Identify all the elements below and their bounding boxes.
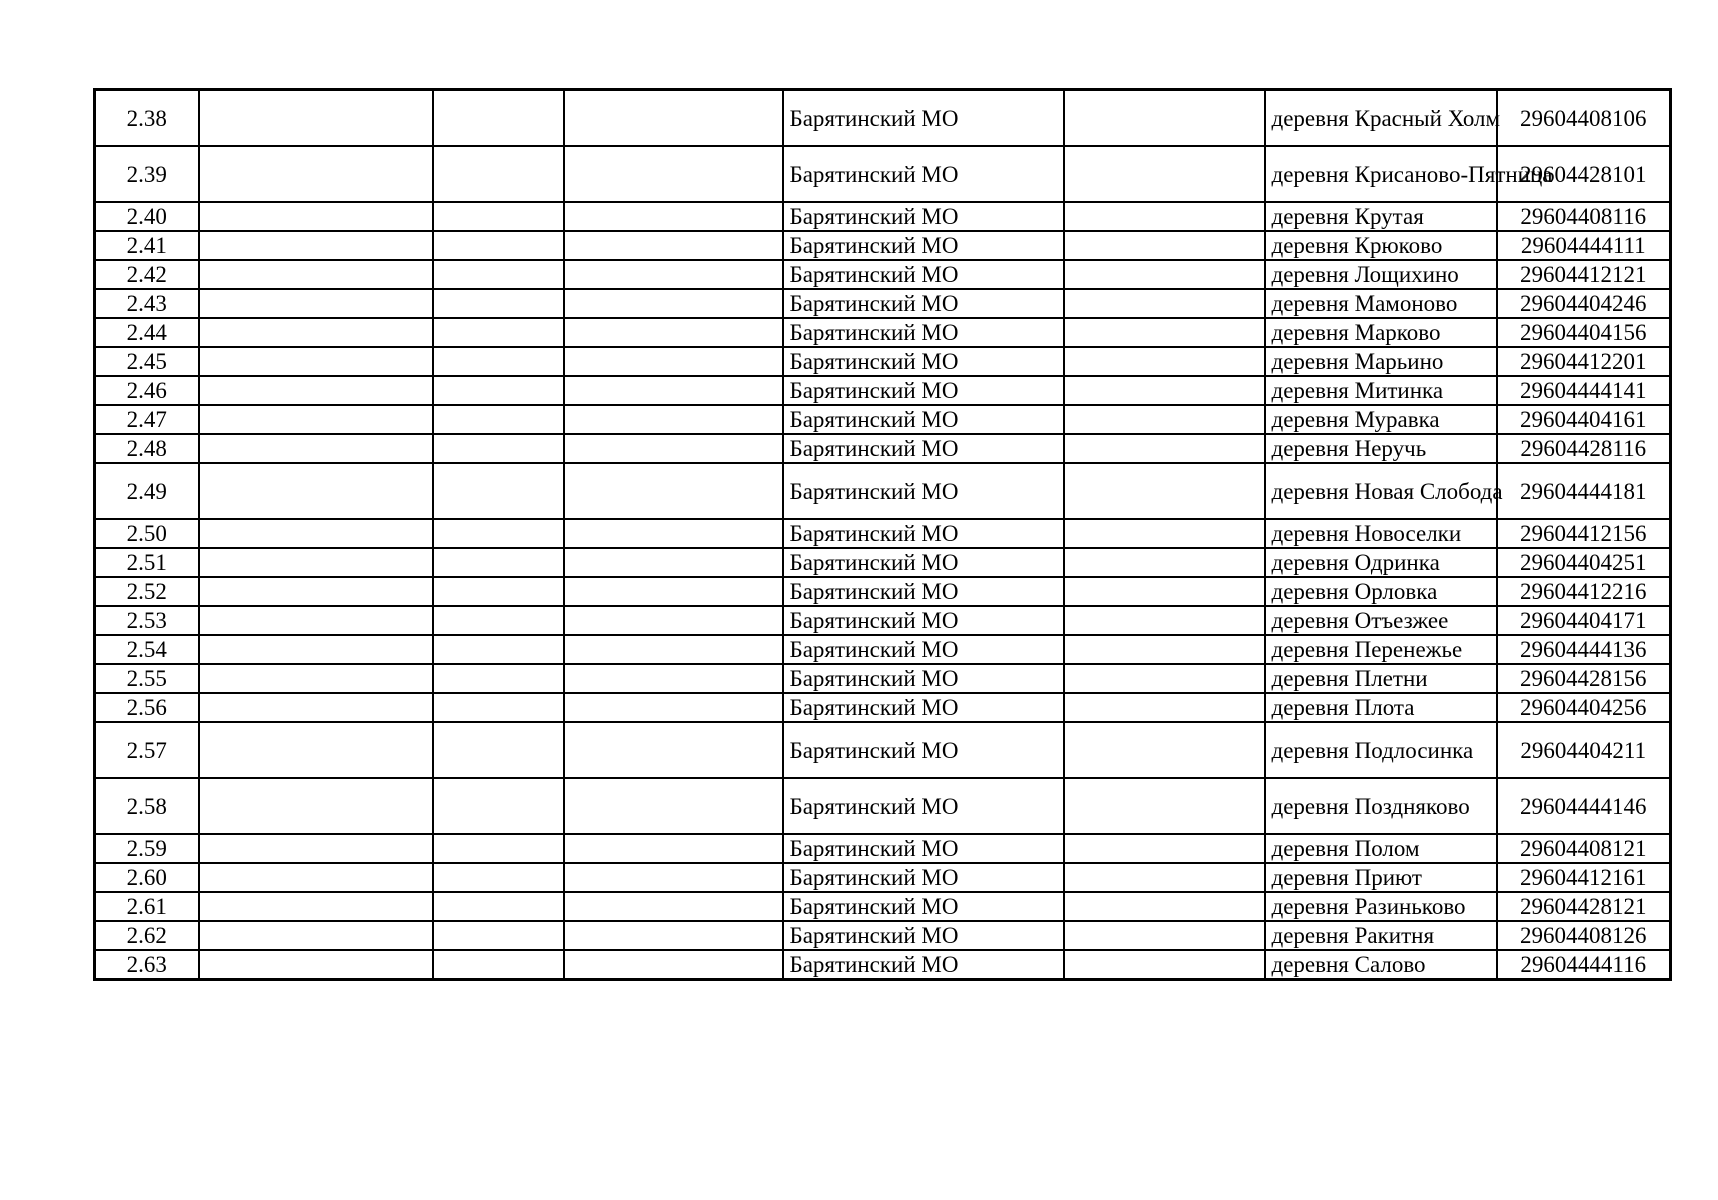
empty-cell (433, 863, 564, 892)
settlement-cell: деревня Подлосинка (1265, 722, 1497, 778)
empty-cell (199, 778, 433, 834)
municipality-cell: Барятинский МО (783, 90, 1064, 147)
table-row (95, 693, 1671, 722)
empty-cell (1064, 347, 1265, 376)
table-row (95, 519, 1671, 548)
empty-cell (199, 347, 433, 376)
empty-cell (433, 693, 564, 722)
table-row (95, 921, 1671, 950)
empty-cell (1064, 318, 1265, 347)
empty-cell (564, 635, 783, 664)
settlements-table (93, 88, 1672, 981)
municipality-cell: Барятинский МО (783, 231, 1064, 260)
table-row (95, 146, 1671, 202)
settlement-cell: деревня Крисаново-Пятница (1265, 146, 1497, 202)
empty-cell (564, 577, 783, 606)
empty-cell (433, 635, 564, 664)
empty-cell (564, 347, 783, 376)
empty-cell (433, 260, 564, 289)
document-sheet (93, 88, 1669, 981)
municipality-cell: Барятинский МО (783, 834, 1064, 863)
settlement-cell: деревня Новоселки (1265, 519, 1497, 548)
row-number-cell: 2.49 (95, 463, 199, 519)
empty-cell (199, 260, 433, 289)
settlement-cell: деревня Лощихино (1265, 260, 1497, 289)
row-number-cell: 2.60 (95, 863, 199, 892)
table-row (95, 892, 1671, 921)
municipality-cell: Барятинский МО (783, 863, 1064, 892)
oktmo-code-cell: 29604404211 (1497, 722, 1671, 778)
empty-cell (564, 863, 783, 892)
oktmo-code-cell: 29604408126 (1497, 921, 1671, 950)
oktmo-code-cell: 29604428101 (1497, 146, 1671, 202)
table-row (95, 635, 1671, 664)
empty-cell (433, 577, 564, 606)
empty-cell (1064, 376, 1265, 405)
municipality-cell: Барятинский МО (783, 289, 1064, 318)
empty-cell (433, 202, 564, 231)
empty-cell (1064, 664, 1265, 693)
table-row (95, 202, 1671, 231)
table-row (95, 950, 1671, 980)
empty-cell (1064, 202, 1265, 231)
empty-cell (564, 950, 783, 980)
municipality-cell: Барятинский МО (783, 376, 1064, 405)
row-number-cell: 2.47 (95, 405, 199, 434)
oktmo-code-cell: 29604404171 (1497, 606, 1671, 635)
empty-cell (199, 90, 433, 147)
settlement-cell: деревня Крюково (1265, 231, 1497, 260)
empty-cell (433, 606, 564, 635)
municipality-cell: Барятинский МО (783, 722, 1064, 778)
empty-cell (199, 202, 433, 231)
empty-cell (564, 90, 783, 147)
empty-cell (433, 434, 564, 463)
empty-cell (433, 376, 564, 405)
empty-cell (564, 231, 783, 260)
row-number-cell: 2.38 (95, 90, 199, 147)
oktmo-code-cell: 29604404246 (1497, 289, 1671, 318)
table-row (95, 834, 1671, 863)
table-row (95, 289, 1671, 318)
empty-cell (1064, 90, 1265, 147)
empty-cell (564, 892, 783, 921)
empty-cell (433, 519, 564, 548)
empty-cell (433, 463, 564, 519)
empty-cell (564, 693, 783, 722)
table-row (95, 434, 1671, 463)
row-number-cell: 2.42 (95, 260, 199, 289)
empty-cell (1064, 231, 1265, 260)
row-number-cell: 2.59 (95, 834, 199, 863)
empty-cell (564, 834, 783, 863)
empty-cell (199, 863, 433, 892)
row-number-cell: 2.62 (95, 921, 199, 950)
empty-cell (564, 376, 783, 405)
settlement-cell: деревня Одринка (1265, 548, 1497, 577)
empty-cell (564, 778, 783, 834)
municipality-cell: Барятинский МО (783, 635, 1064, 664)
empty-cell (564, 289, 783, 318)
row-number-cell: 2.44 (95, 318, 199, 347)
table-row (95, 90, 1671, 147)
empty-cell (199, 405, 433, 434)
municipality-cell: Барятинский МО (783, 347, 1064, 376)
empty-cell (1064, 921, 1265, 950)
table-row (95, 376, 1671, 405)
table-row (95, 318, 1671, 347)
empty-cell (199, 950, 433, 980)
empty-cell (1064, 606, 1265, 635)
empty-cell (199, 289, 433, 318)
empty-cell (199, 635, 433, 664)
row-number-cell: 2.45 (95, 347, 199, 376)
empty-cell (564, 519, 783, 548)
municipality-cell: Барятинский МО (783, 405, 1064, 434)
empty-cell (1064, 863, 1265, 892)
empty-cell (1064, 834, 1265, 863)
municipality-cell: Барятинский МО (783, 892, 1064, 921)
empty-cell (433, 778, 564, 834)
empty-cell (564, 548, 783, 577)
empty-cell (1064, 722, 1265, 778)
table-row (95, 577, 1671, 606)
settlement-cell: деревня Марково (1265, 318, 1497, 347)
table-body (95, 90, 1671, 980)
table-row (95, 347, 1671, 376)
empty-cell (433, 548, 564, 577)
empty-cell (433, 318, 564, 347)
settlement-cell: деревня Салово (1265, 950, 1497, 980)
empty-cell (433, 950, 564, 980)
empty-cell (199, 606, 433, 635)
empty-cell (199, 318, 433, 347)
empty-cell (1064, 892, 1265, 921)
oktmo-code-cell: 29604412121 (1497, 260, 1671, 289)
table-row (95, 778, 1671, 834)
settlement-cell: деревня Неручь (1265, 434, 1497, 463)
table-row (95, 548, 1671, 577)
oktmo-code-cell: 29604444141 (1497, 376, 1671, 405)
settlement-cell: деревня Мамоново (1265, 289, 1497, 318)
empty-cell (433, 289, 564, 318)
oktmo-code-cell: 29604412161 (1497, 863, 1671, 892)
municipality-cell: Барятинский МО (783, 921, 1064, 950)
settlement-cell: деревня Плота (1265, 693, 1497, 722)
municipality-cell: Барятинский МО (783, 693, 1064, 722)
row-number-cell: 2.50 (95, 519, 199, 548)
municipality-cell: Барятинский МО (783, 778, 1064, 834)
row-number-cell: 2.56 (95, 693, 199, 722)
empty-cell (1064, 577, 1265, 606)
empty-cell (1064, 463, 1265, 519)
empty-cell (199, 722, 433, 778)
row-number-cell: 2.51 (95, 548, 199, 577)
row-number-cell: 2.53 (95, 606, 199, 635)
oktmo-code-cell: 29604404161 (1497, 405, 1671, 434)
empty-cell (1064, 635, 1265, 664)
row-number-cell: 2.61 (95, 892, 199, 921)
empty-cell (433, 405, 564, 434)
oktmo-code-cell: 29604408106 (1497, 90, 1671, 147)
municipality-cell: Барятинский МО (783, 202, 1064, 231)
municipality-cell: Барятинский МО (783, 260, 1064, 289)
table-row (95, 863, 1671, 892)
empty-cell (433, 892, 564, 921)
empty-cell (564, 202, 783, 231)
oktmo-code-cell: 29604408121 (1497, 834, 1671, 863)
municipality-cell: Барятинский МО (783, 606, 1064, 635)
oktmo-code-cell: 29604444146 (1497, 778, 1671, 834)
row-number-cell: 2.46 (95, 376, 199, 405)
empty-cell (1064, 146, 1265, 202)
settlement-cell: деревня Новая Слобода (1265, 463, 1497, 519)
oktmo-code-cell: 29604412156 (1497, 519, 1671, 548)
settlement-cell: деревня Приют (1265, 863, 1497, 892)
empty-cell (564, 664, 783, 693)
empty-cell (433, 231, 564, 260)
empty-cell (564, 722, 783, 778)
settlement-cell: деревня Митинка (1265, 376, 1497, 405)
settlement-cell: деревня Полом (1265, 834, 1497, 863)
oktmo-code-cell: 29604444136 (1497, 635, 1671, 664)
empty-cell (564, 463, 783, 519)
empty-cell (1064, 289, 1265, 318)
row-number-cell: 2.58 (95, 778, 199, 834)
empty-cell (564, 318, 783, 347)
settlement-cell: деревня Марьино (1265, 347, 1497, 376)
empty-cell (564, 146, 783, 202)
empty-cell (199, 434, 433, 463)
empty-cell (433, 834, 564, 863)
empty-cell (199, 693, 433, 722)
table-row (95, 231, 1671, 260)
municipality-cell: Барятинский МО (783, 950, 1064, 980)
row-number-cell: 2.54 (95, 635, 199, 664)
empty-cell (564, 921, 783, 950)
table-row (95, 463, 1671, 519)
row-number-cell: 2.41 (95, 231, 199, 260)
settlement-cell: деревня Красный Холм (1265, 90, 1497, 147)
settlement-cell: деревня Плетни (1265, 664, 1497, 693)
oktmo-code-cell: 29604404156 (1497, 318, 1671, 347)
oktmo-code-cell: 29604444111 (1497, 231, 1671, 260)
empty-cell (564, 405, 783, 434)
oktmo-code-cell: 29604404251 (1497, 548, 1671, 577)
empty-cell (199, 921, 433, 950)
municipality-cell: Барятинский МО (783, 463, 1064, 519)
empty-cell (1064, 778, 1265, 834)
empty-cell (199, 548, 433, 577)
empty-cell (1064, 548, 1265, 577)
row-number-cell: 2.52 (95, 577, 199, 606)
table-row (95, 405, 1671, 434)
settlement-cell: деревня Крутая (1265, 202, 1497, 231)
municipality-cell: Барятинский МО (783, 318, 1064, 347)
empty-cell (433, 347, 564, 376)
empty-cell (199, 463, 433, 519)
municipality-cell: Барятинский МО (783, 548, 1064, 577)
row-number-cell: 2.57 (95, 722, 199, 778)
empty-cell (1064, 405, 1265, 434)
municipality-cell: Барятинский МО (783, 664, 1064, 693)
settlement-cell: деревня Перенежье (1265, 635, 1497, 664)
empty-cell (564, 260, 783, 289)
empty-cell (199, 664, 433, 693)
municipality-cell: Барятинский МО (783, 146, 1064, 202)
empty-cell (199, 892, 433, 921)
row-number-cell: 2.40 (95, 202, 199, 231)
municipality-cell: Барятинский МО (783, 519, 1064, 548)
empty-cell (564, 434, 783, 463)
empty-cell (1064, 434, 1265, 463)
empty-cell (1064, 260, 1265, 289)
empty-cell (433, 664, 564, 693)
empty-cell (199, 577, 433, 606)
settlement-cell: деревня Отъезжее (1265, 606, 1497, 635)
oktmo-code-cell: 29604444181 (1497, 463, 1671, 519)
empty-cell (433, 722, 564, 778)
oktmo-code-cell: 29604408116 (1497, 202, 1671, 231)
row-number-cell: 2.39 (95, 146, 199, 202)
empty-cell (433, 921, 564, 950)
empty-cell (199, 376, 433, 405)
oktmo-code-cell: 29604444116 (1497, 950, 1671, 980)
row-number-cell: 2.48 (95, 434, 199, 463)
empty-cell (199, 834, 433, 863)
row-number-cell: 2.63 (95, 950, 199, 980)
table-row (95, 606, 1671, 635)
empty-cell (433, 90, 564, 147)
settlement-cell: деревня Муравка (1265, 405, 1497, 434)
settlement-cell: деревня Орловка (1265, 577, 1497, 606)
empty-cell (199, 231, 433, 260)
table-row (95, 260, 1671, 289)
empty-cell (199, 146, 433, 202)
settlement-cell: деревня Разиньково (1265, 892, 1497, 921)
oktmo-code-cell: 29604428156 (1497, 664, 1671, 693)
row-number-cell: 2.43 (95, 289, 199, 318)
empty-cell (199, 519, 433, 548)
oktmo-code-cell: 29604412201 (1497, 347, 1671, 376)
oktmo-code-cell: 29604412216 (1497, 577, 1671, 606)
empty-cell (564, 606, 783, 635)
oktmo-code-cell: 29604404256 (1497, 693, 1671, 722)
empty-cell (433, 146, 564, 202)
row-number-cell: 2.55 (95, 664, 199, 693)
settlement-cell: деревня Поздняково (1265, 778, 1497, 834)
municipality-cell: Барятинский МО (783, 434, 1064, 463)
municipality-cell: Барятинский МО (783, 577, 1064, 606)
settlement-cell: деревня Ракитня (1265, 921, 1497, 950)
oktmo-code-cell: 29604428121 (1497, 892, 1671, 921)
empty-cell (1064, 950, 1265, 980)
empty-cell (1064, 693, 1265, 722)
empty-cell (1064, 519, 1265, 548)
table-row (95, 722, 1671, 778)
oktmo-code-cell: 29604428116 (1497, 434, 1671, 463)
table-row (95, 664, 1671, 693)
